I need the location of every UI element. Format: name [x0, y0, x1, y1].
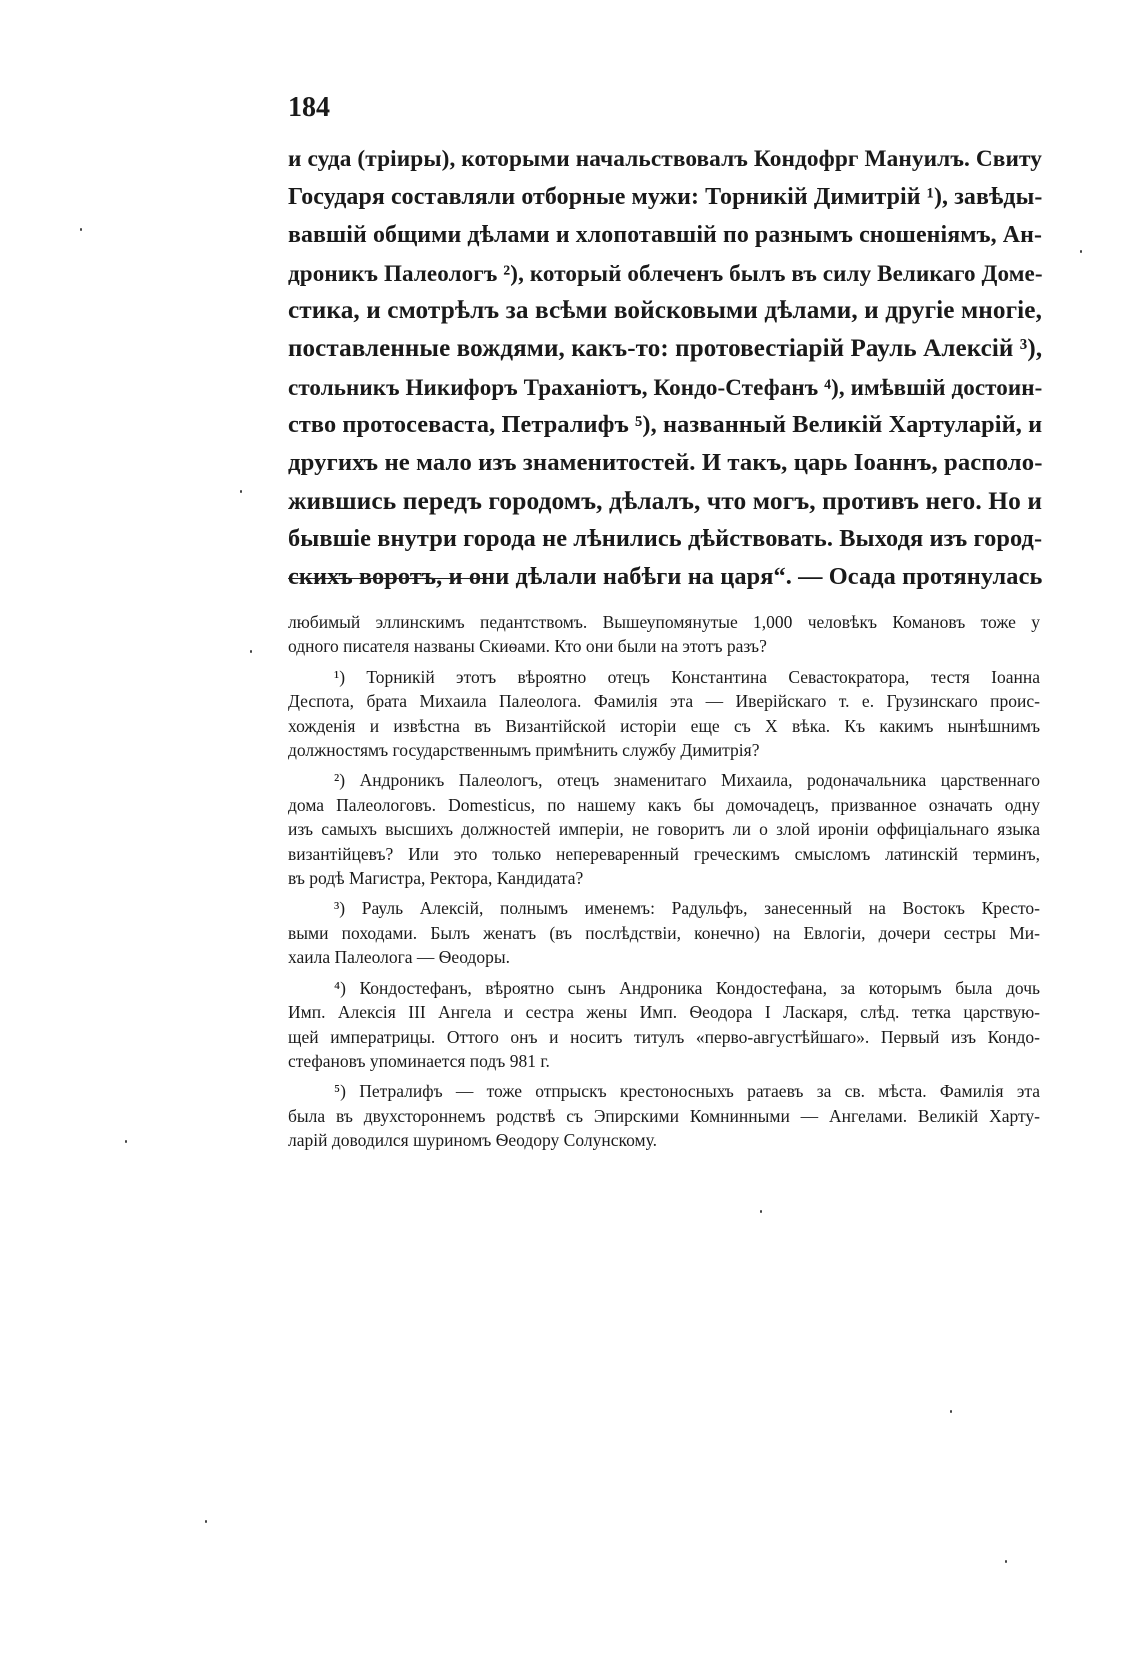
text-line: ство протосеваста, Петралифъ ⁵), названный Великій Хартуларій, и	[288, 411, 1043, 438]
footnote-line: стефановъ упоминается подъ 981 г.	[288, 1050, 550, 1071]
scan-speck	[250, 650, 252, 653]
scan-speck	[760, 1210, 762, 1213]
scan-speck	[80, 228, 82, 231]
text-line: Государя составляли отборные мужи: Торникій Димитрій ¹), завѣды-	[288, 184, 1043, 210]
text-line: и суда (тріиры), которыми начальствовалъ Кондофрг Мануилъ. Свиту	[288, 146, 1042, 172]
text-line: поставленные вождями, какъ-то: протовестіарій Рауль Алексій ³),	[288, 335, 1043, 362]
text-line: вавшій общими дѣлами и хлопотавшій по разнымъ сношеніямъ, Ан-	[288, 222, 1043, 248]
page-number: 184	[288, 92, 330, 123]
footnote-line: ларій доводился шуриномъ Ѳеодору Солунскому.	[288, 1130, 657, 1151]
footnote-3	[288, 896, 1040, 969]
footnote-line: ³) Рауль Алексій, полнымъ именемъ: Радульфъ, занесенный на Востокъ Кресто-	[334, 898, 1040, 919]
footnote-2	[288, 768, 1040, 890]
footnote-5	[288, 1079, 1040, 1152]
footnote-line: Деспота, брата Михаила Палеолога. Фамилія эта — Иверійскаго т. е. Грузинскаго проис-	[288, 691, 1040, 712]
footnote-line: любимый эллинскимъ педантствомъ. Вышеупомянутые 1,000 человѣкъ Комановъ тоже у	[288, 612, 1040, 632]
footnote-line: ⁴) Кондостефанъ, вѣроятно сынъ Андроника Кондостефана, за которымъ была дочь	[334, 977, 1040, 998]
footnote-line: дома Палеологовъ. Domesticus, по нашему какъ бы домочадецъ, призванное означать одну	[288, 794, 1040, 815]
text-line: скихъ воротъ, и они дѣлали набѣги на царя“. — Осада протянулась	[288, 563, 1043, 590]
footnote-line: щей императрицы. Оттого онъ и носитъ титулъ «перво-августѣйшаго». Первый изъ Кондо-	[288, 1026, 1040, 1047]
text-line: стика, и смотрѣлъ за всѣми войсковыми дѣлами, и другіе многіе,	[288, 297, 1042, 324]
footnote-4	[288, 976, 1040, 1074]
footnote-line: хаила Палеолога — Ѳеодоры.	[288, 947, 510, 968]
footnote-line: хожденія и извѣстна въ Византійской исторіи еще съ X вѣка. Къ какимъ нынѣшнимъ	[288, 715, 1040, 736]
scan-speck	[125, 1140, 127, 1143]
footnote-line: выми походами. Былъ женатъ (въ послѣдствіи, конечно) на Евлогіи, дочери сестры Ми-	[288, 922, 1040, 943]
main-text	[288, 140, 1043, 596]
text-line: жившись передъ городомъ, дѣлалъ, что могъ, противъ него. Но и	[288, 487, 1043, 515]
scan-speck	[1080, 250, 1082, 253]
text-line: другихъ не мало изъ знаменитостей. И такъ, царь Іоаннъ, располо-	[288, 449, 1043, 476]
footnote-line: была въ двухстороннемъ родствѣ съ Эпирскими Комнинными — Ангелами. Великій Харту-	[288, 1105, 1040, 1126]
footnote-line: должностямъ государственнымъ примѣнить службу Димитрія?	[288, 740, 760, 761]
footnote-line: ¹) Торникій этотъ вѣроятно отецъ Константина Севастократора, тестя Іоанна	[334, 666, 1040, 687]
footnote-1	[288, 665, 1040, 763]
text-line: дроникъ Палеологъ ²), который облеченъ былъ въ силу Великаго Доме-	[288, 260, 1043, 286]
text-line: стольникъ Никифоръ Траханіотъ, Кондо-Стефанъ ⁴), имѣвшій достоин-	[288, 374, 1043, 400]
scan-speck	[205, 1520, 207, 1523]
footnote-continuation	[288, 610, 1040, 659]
footnote-line: ²) Андроникъ Палеологъ, отецъ знаменитаго Михаила, родоначальника царственнаго	[334, 770, 1040, 791]
scan-speck	[950, 1410, 952, 1413]
footnote-line: изъ самыхъ высшихъ должностей имперіи, не говоритъ ли о злой ироніи оффиціальнаго языка	[288, 819, 1040, 840]
footnote-line: Имп. Алексія III Ангела и сестра жены Имп. Ѳеодора I Ласкаря, слѣд. тетка царствую-	[288, 1002, 1040, 1023]
footnotes	[288, 610, 1040, 1153]
footnote-separator	[288, 578, 488, 579]
text-line: бывшіе внутри города не лѣнились дѣйствовать. Выходя изъ город-	[288, 525, 1043, 552]
scan-speck	[240, 490, 242, 493]
scan-speck	[1005, 1560, 1007, 1563]
footnote-line: ⁵) Петралифъ — тоже отпрыскъ крестоносныхъ ратаевъ за св. мѣста. Фамилія эта	[334, 1081, 1040, 1102]
footnote-line: одного писателя названы Скиѳами. Кто они были на этотъ разъ?	[288, 636, 767, 657]
footnote-line: византійцевъ? Или это только непереваренный греческимъ смысломъ латинскій терминъ,	[288, 843, 1040, 864]
footnote-line: въ родѣ Магистра, Ректора, Кандидата?	[288, 868, 584, 889]
